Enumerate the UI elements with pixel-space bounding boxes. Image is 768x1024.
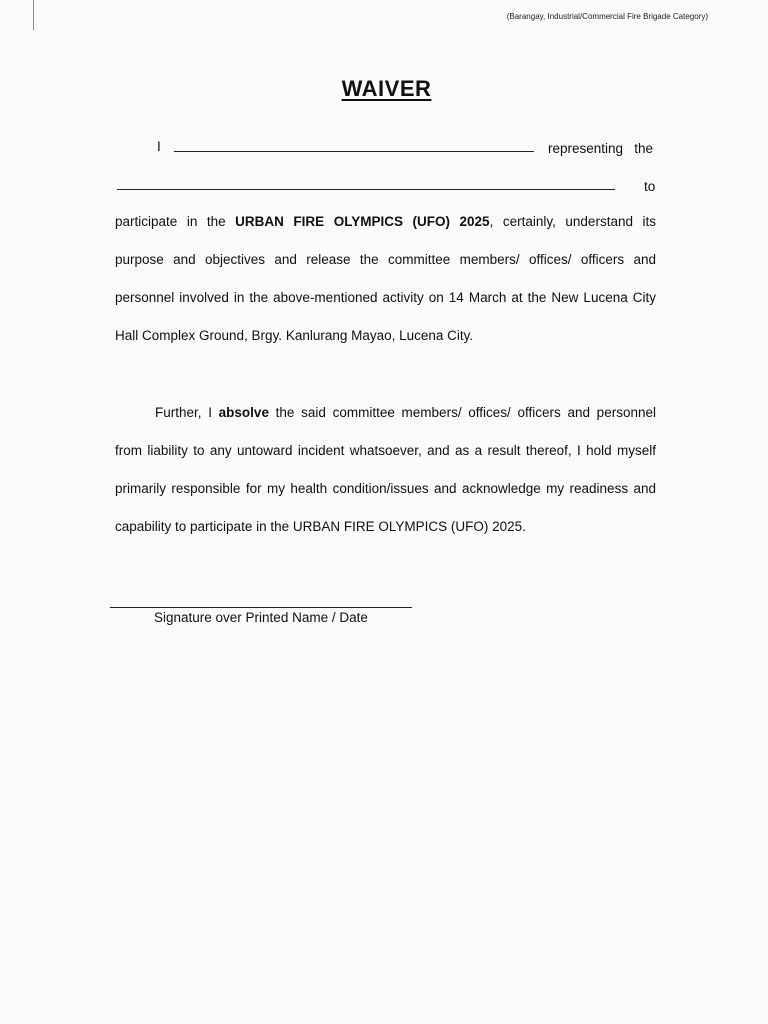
- paragraph-absolution: [115, 394, 656, 546]
- paragraph1-line3: personnel involved in the above-mentioned activity on 14 March at the New Lucena City: [115, 290, 656, 305]
- paragraph-participation: [115, 203, 656, 355]
- pronoun-i: I: [157, 139, 161, 154]
- paragraph2-line4: capability to participate in the URBAN FIRE OLYMPICS (UFO) 2025.: [115, 519, 526, 534]
- to-text: to: [644, 179, 656, 194]
- document-title: WAIVER: [341, 76, 432, 101]
- paragraph1-line1: participate in the URBAN FIRE OLYMPICS (UFO) 2025, certainly, understand its: [115, 214, 656, 229]
- signature-caption: Signature over Printed Name / Date: [154, 610, 368, 625]
- paragraph2-line3: primarily responsible for my health condition/issues and acknowledge my readiness and: [115, 481, 656, 496]
- paragraph1-line2: purpose and objectives and release the committee members/ offices/ officers and: [115, 252, 656, 267]
- organization-blank[interactable]: [117, 189, 615, 190]
- paragraph1-line4: Hall Complex Ground, Brgy. Kanlurang Mayao, Lucena City.: [115, 328, 474, 343]
- signature-line[interactable]: [110, 607, 412, 608]
- name-blank[interactable]: [174, 151, 534, 152]
- paragraph2-line2: from liability to any untoward incident whatsoever, and as a result thereof, I hold myself: [115, 443, 656, 458]
- page-edge-mark: [33, 0, 34, 30]
- representing-text: representing the: [548, 141, 654, 156]
- category-note: (Barangay, Industrial/Commercial Fire Brigade Category): [506, 12, 708, 21]
- absolve-word: absolve: [218, 405, 269, 420]
- event-name: URBAN FIRE OLYMPICS (UFO) 2025: [235, 214, 490, 229]
- paragraph2-line1: Further, I absolve the said committee members/ offices/ officers and personnel: [155, 405, 656, 420]
